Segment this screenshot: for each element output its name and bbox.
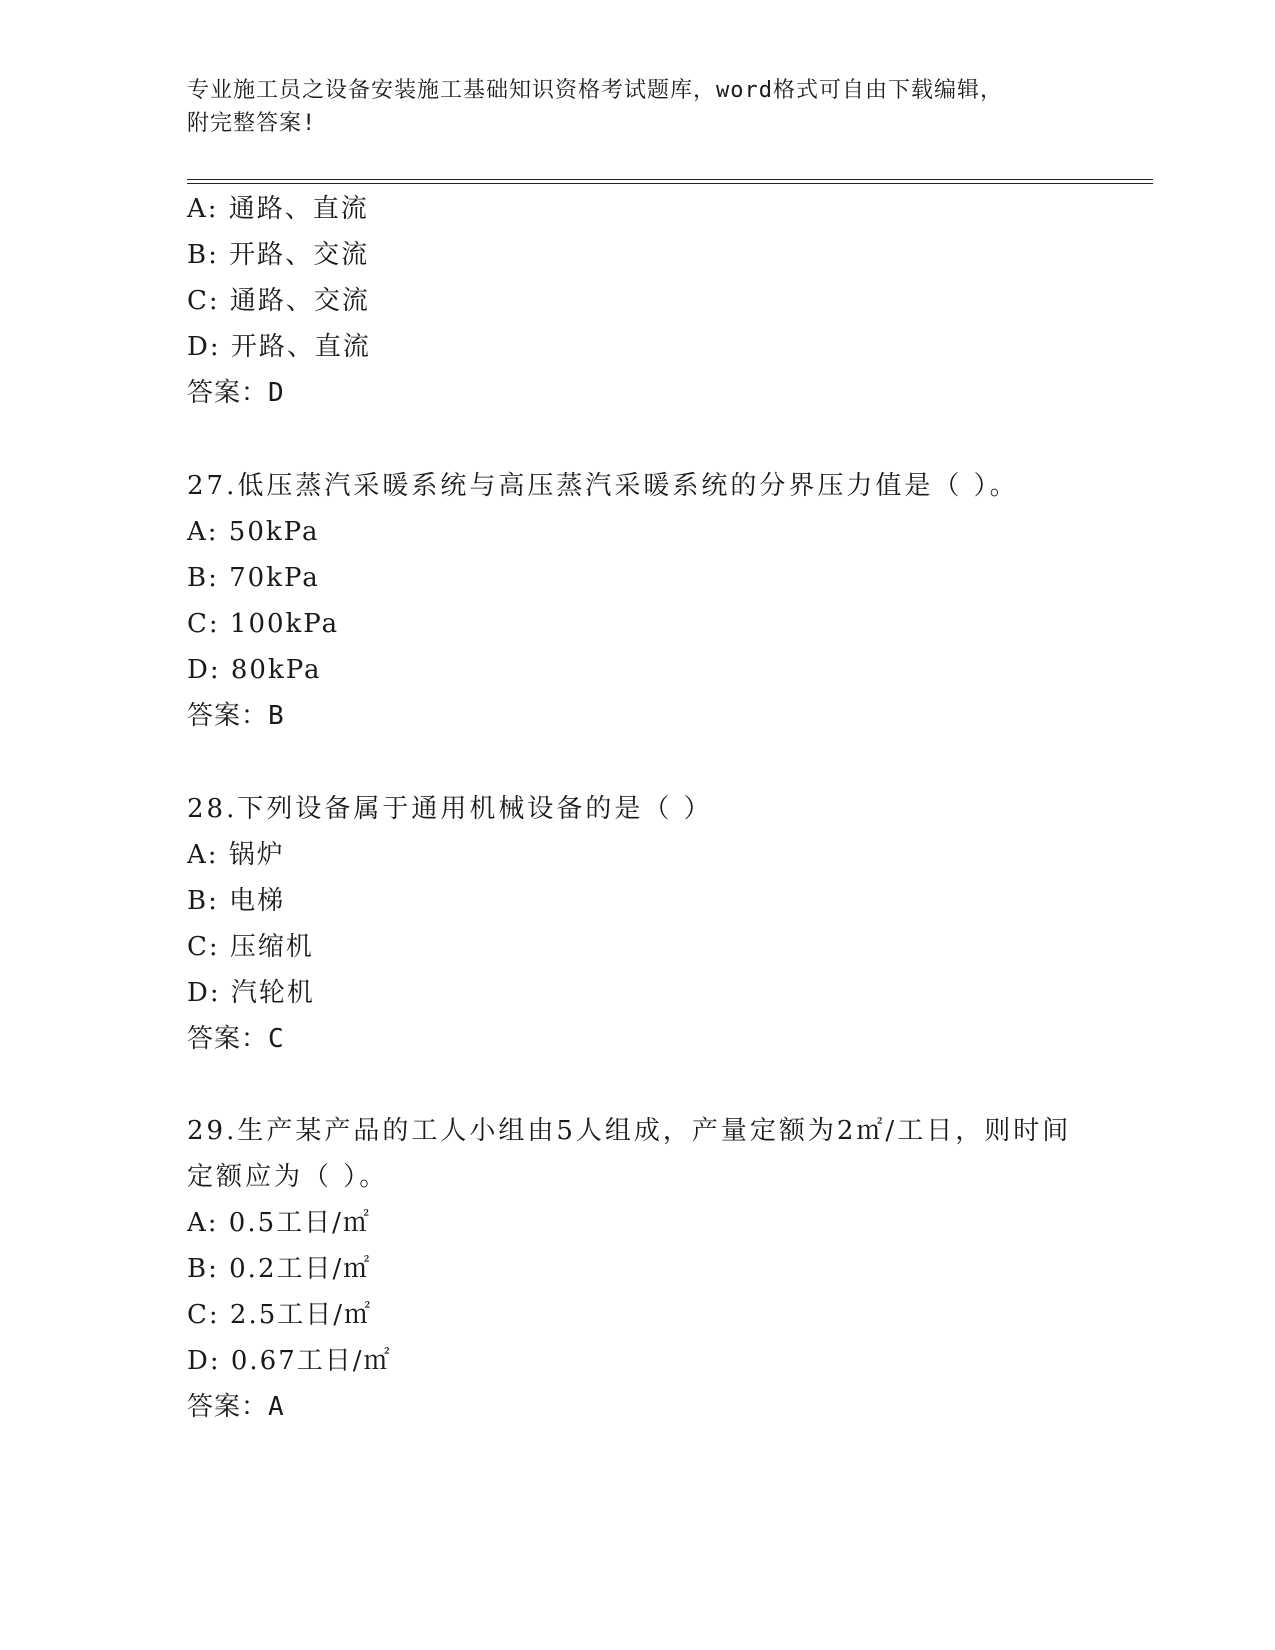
answer-label: 答案：: [187, 1024, 269, 1054]
question-text: 27.低压蒸汽采暖系统与高压蒸汽采暖系统的分界压力值是（ ）。: [187, 471, 1019, 501]
option-d: D: 0.67工日/㎡: [187, 1346, 392, 1376]
answer-line: [187, 1016, 1087, 1062]
question-block-27: [187, 463, 1087, 739]
option-d: D: 汽轮机: [187, 978, 315, 1008]
option-d: D: 开路、直流: [187, 332, 371, 362]
answer-value: C: [268, 1024, 285, 1054]
option-a: A: 50kPa: [187, 517, 320, 547]
header-line-1: 专业施工员之设备安装施工基础知识资格考试题库，word格式可自由下载编辑，: [187, 78, 1003, 103]
header-divider-top: [187, 179, 1153, 180]
option-a: A: 通路、直流: [187, 194, 369, 224]
question-text: 29.生产某产品的工人小组由5人组成，产量定额为2㎡/工日，则时间定额应为（ ）。: [187, 1116, 1072, 1192]
answer-value: D: [268, 378, 285, 408]
option-c: C: 100kPa: [187, 609, 340, 639]
question-block-29: [187, 1108, 1087, 1430]
option-c: C: 压缩机: [187, 932, 314, 962]
answer-label: 答案：: [187, 1392, 269, 1422]
answer-value: B: [268, 701, 285, 731]
option-c: C: 2.5工日/㎡: [187, 1300, 373, 1330]
document-header: [187, 74, 1087, 140]
option-b: B: 电梯: [187, 886, 286, 916]
header-line-2: 附完整答案!: [187, 111, 317, 136]
answer-label: 答案：: [187, 378, 269, 408]
option-c: C: 通路、交流: [187, 286, 370, 316]
option-a: A: 0.5工日/㎡: [187, 1208, 371, 1238]
option-d: D: 80kPa: [187, 655, 322, 685]
question-block-26: [187, 186, 1087, 416]
question-block-28: [187, 786, 1087, 1062]
answer-line: [187, 693, 1087, 739]
option-b: B: 开路、交流: [187, 240, 370, 270]
option-b: B: 70kPa: [187, 563, 320, 593]
header-divider-bottom: [187, 183, 1153, 184]
question-text: 28.下列设备属于通用机械设备的是（ ）: [187, 794, 713, 824]
option-b: B: 0.2工日/㎡: [187, 1254, 372, 1284]
answer-line: [187, 1384, 1087, 1430]
option-a: A: 锅炉: [187, 840, 285, 870]
answer-line: [187, 370, 1087, 416]
answer-value: A: [268, 1392, 285, 1422]
answer-label: 答案：: [187, 701, 269, 731]
